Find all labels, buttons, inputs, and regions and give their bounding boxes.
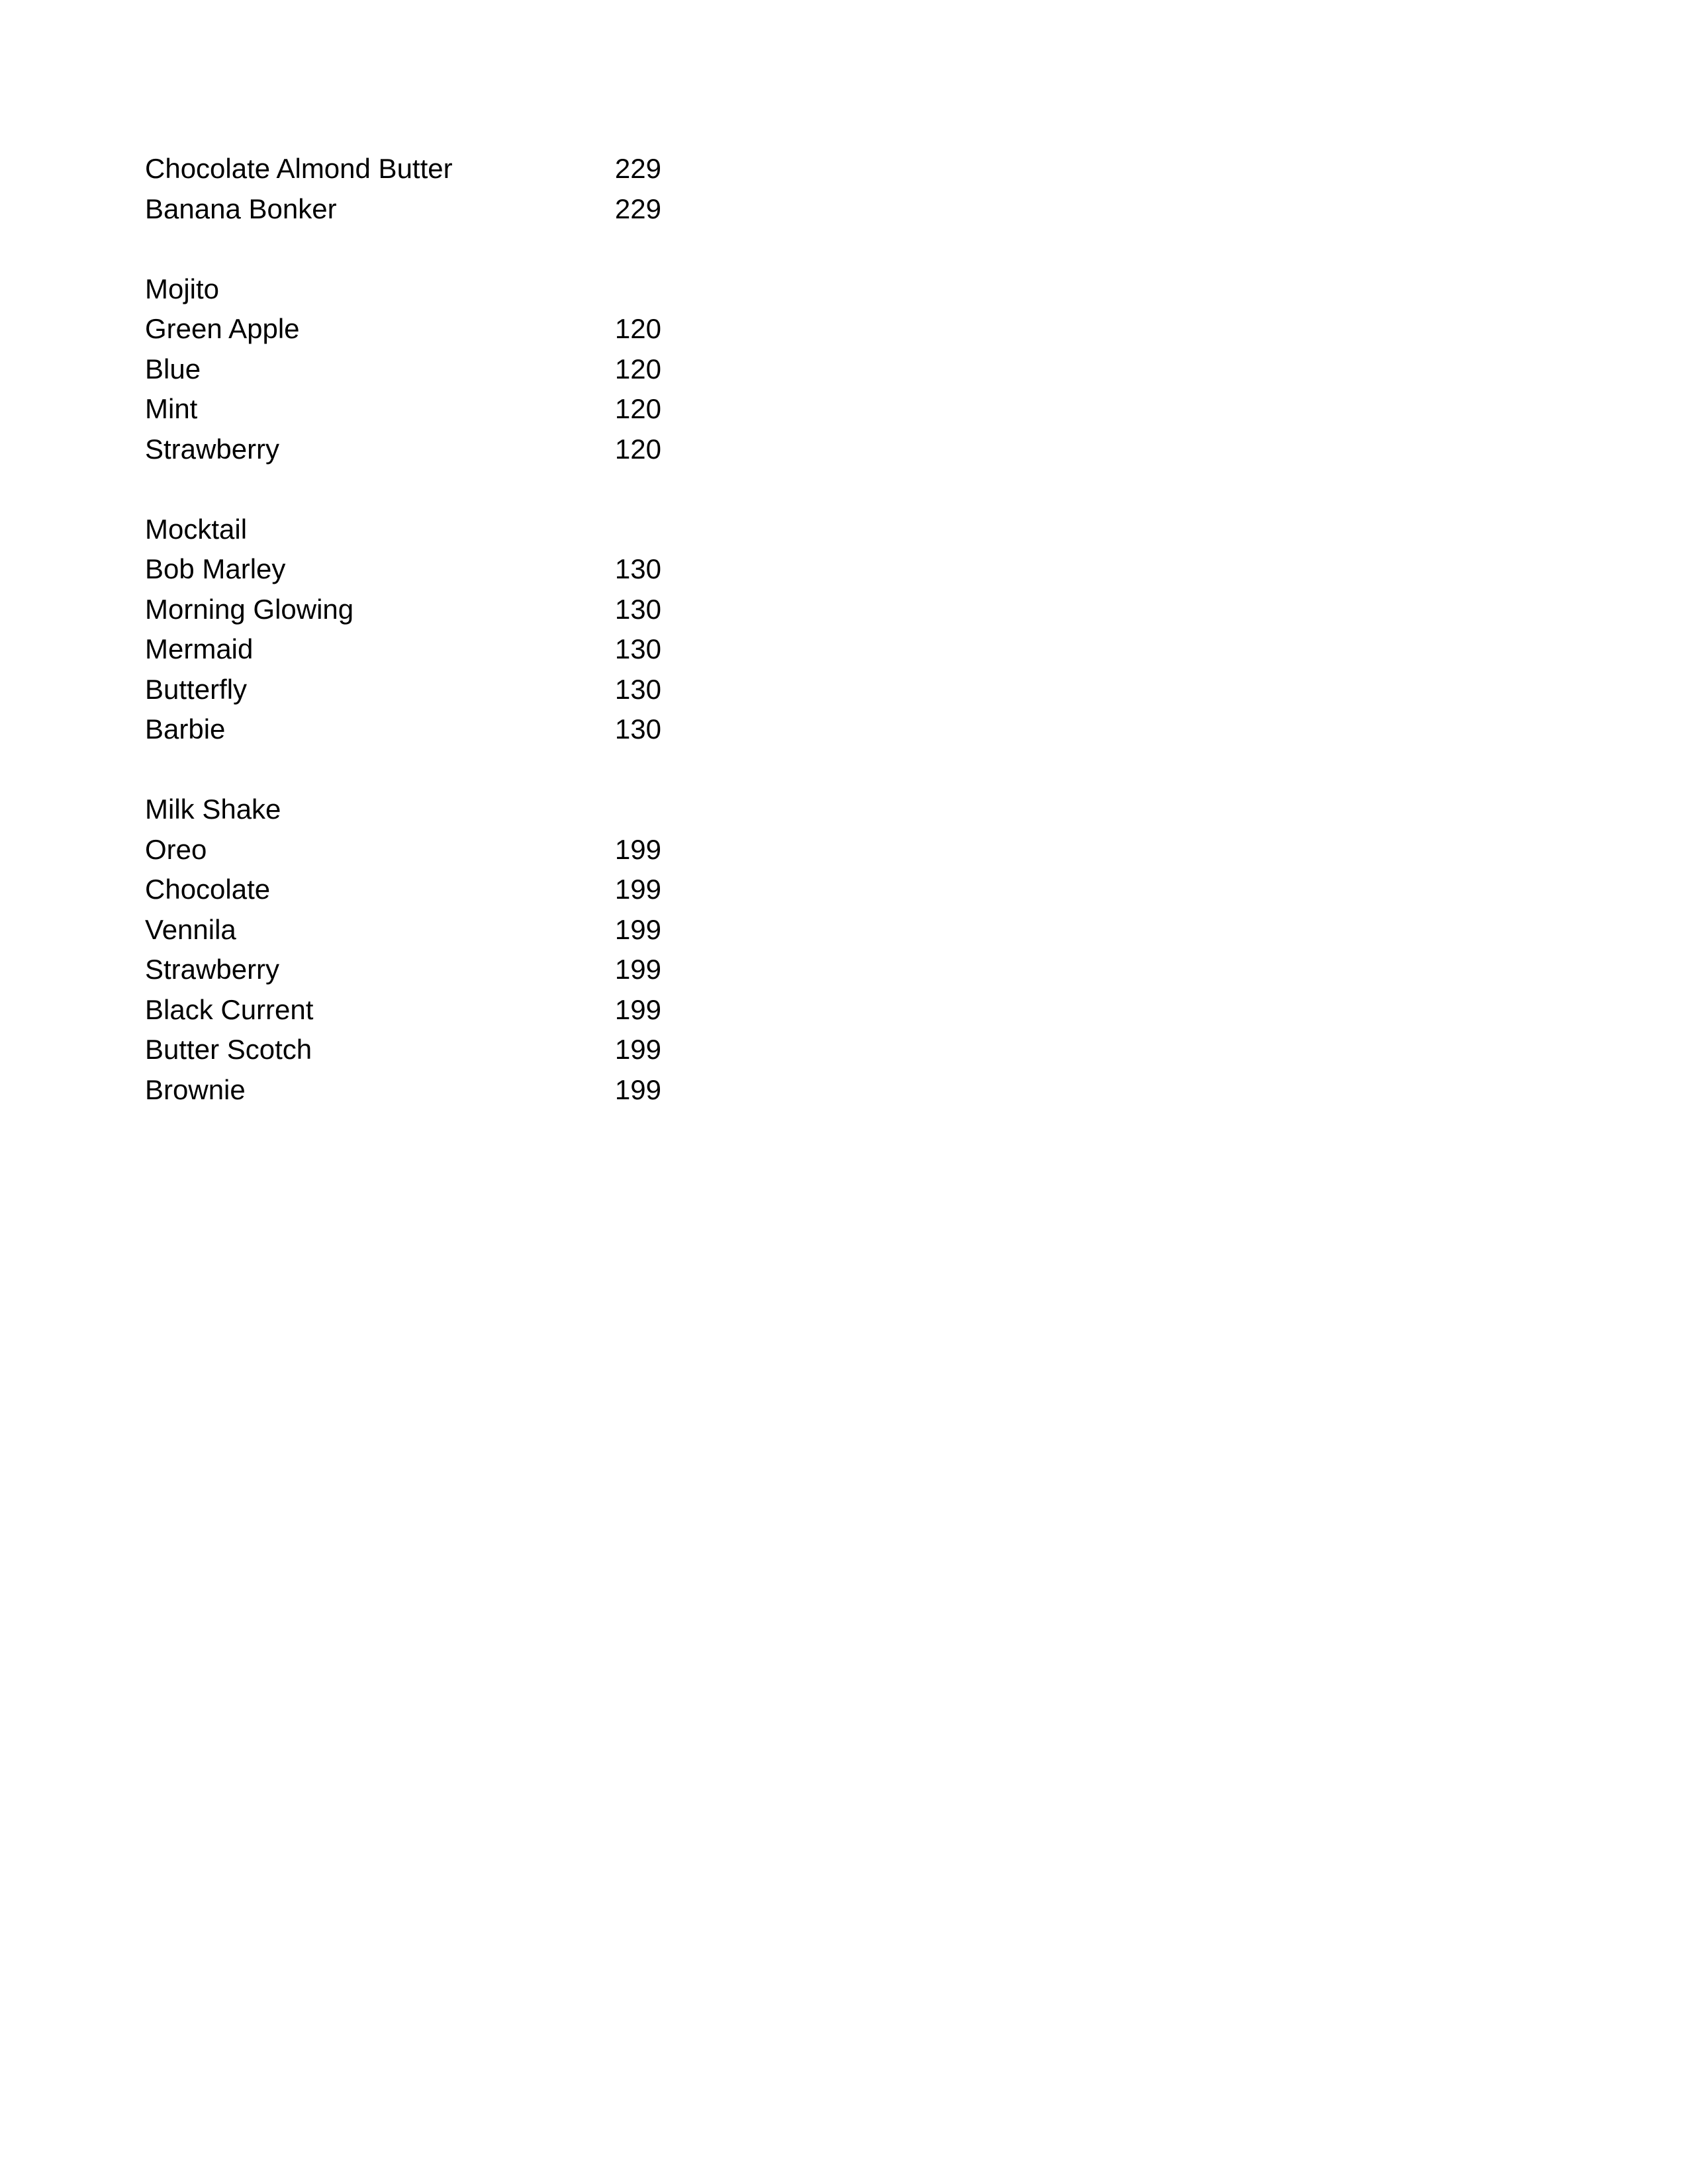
section-heading-milk-shake: [145, 790, 675, 830]
menu-item: [145, 309, 675, 349]
item-name: Butter Scotch: [145, 1034, 312, 1065]
item-name: Morning Glowing: [145, 593, 354, 625]
section-heading: Mocktail: [145, 513, 248, 545]
item-price: 130: [614, 633, 661, 664]
item-name: Strawberry: [145, 433, 280, 465]
section-gap: [145, 469, 675, 510]
item-name: Black Current: [145, 993, 314, 1025]
item-price: 120: [614, 353, 661, 385]
item-name: Brownie: [145, 1073, 246, 1105]
section-heading: Milk Shake: [145, 794, 281, 825]
item-name: Vennila: [145, 913, 236, 945]
menu-item: [145, 189, 675, 230]
menu-item: [145, 1030, 675, 1070]
item-name: Mermaid: [145, 633, 254, 664]
menu-list: [145, 149, 675, 1110]
item-price: 120: [614, 393, 661, 424]
menu-item: [145, 629, 675, 670]
item-name: Strawberry: [145, 954, 280, 985]
menu-item: [145, 709, 675, 750]
menu-item: [145, 950, 675, 990]
item-price: 199: [614, 874, 661, 905]
item-name: Chocolate Almond Butter: [145, 153, 453, 184]
menu-item: [145, 870, 675, 910]
item-price: 199: [614, 833, 661, 865]
menu-item: [145, 910, 675, 950]
item-price: 130: [614, 553, 661, 584]
section-heading-mocktail: [145, 510, 675, 550]
item-name: Blue: [145, 353, 201, 385]
menu-item: [145, 590, 675, 630]
item-name: Barbie: [145, 713, 226, 745]
section-heading-mojito: [145, 269, 675, 310]
section-gap: [145, 229, 675, 269]
menu-item: [145, 670, 675, 710]
item-price: 229: [614, 153, 661, 184]
item-name: Green Apple: [145, 313, 300, 344]
item-name: Mint: [145, 393, 198, 424]
item-price: 199: [614, 1073, 661, 1105]
item-price: 120: [614, 313, 661, 344]
menu-item: [145, 389, 675, 430]
menu-item: [145, 830, 675, 870]
item-price: 199: [614, 913, 661, 945]
item-name: Oreo: [145, 833, 207, 865]
item-price: 229: [614, 193, 661, 224]
item-price: 130: [614, 673, 661, 705]
section-heading: Mojito: [145, 273, 220, 304]
item-price: 130: [614, 713, 661, 745]
item-name: Chocolate: [145, 874, 271, 905]
menu-item: [145, 990, 675, 1030]
item-name: Butterfly: [145, 673, 248, 705]
item-price: 199: [614, 1034, 661, 1065]
item-price: 120: [614, 433, 661, 465]
item-price: 199: [614, 993, 661, 1025]
item-price: 199: [614, 954, 661, 985]
menu-item: [145, 430, 675, 470]
item-price: 130: [614, 593, 661, 625]
menu-item: [145, 149, 675, 189]
menu-item: [145, 549, 675, 590]
menu-item: [145, 1070, 675, 1111]
item-name: Banana Bonker: [145, 193, 337, 224]
section-gap: [145, 750, 675, 790]
item-name: Bob Marley: [145, 553, 286, 584]
menu-item: [145, 349, 675, 390]
